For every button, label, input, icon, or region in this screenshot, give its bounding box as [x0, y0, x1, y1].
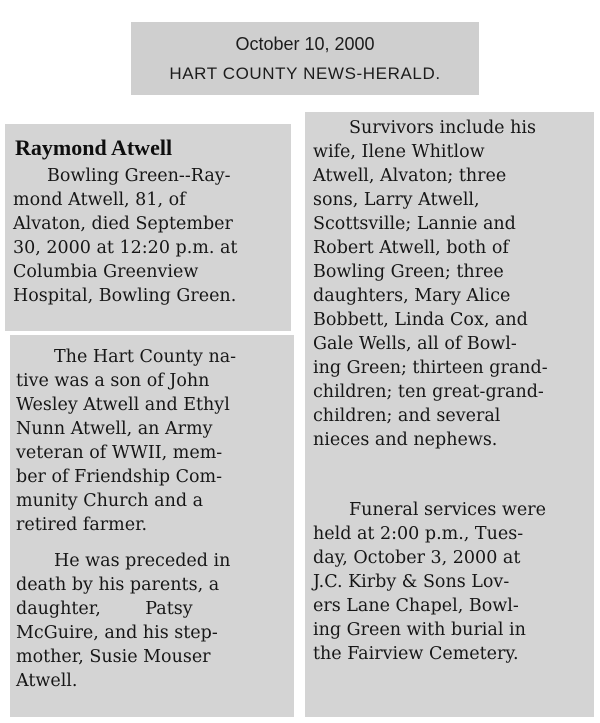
paragraph-5-line: day, October 3, 2000 at	[313, 548, 521, 568]
paragraph-5-line: ers Lane Chapel, Bowl-	[313, 596, 519, 616]
paragraph-4-line: Bobbett, Linda Cox, and	[313, 310, 528, 330]
paragraph-5-line: ing Green with burial in	[313, 620, 526, 640]
newspaper-header	[131, 22, 479, 95]
paragraph-4-line: sons, Larry Atwell,	[313, 190, 480, 210]
paragraph-2-line: retired farmer.	[16, 515, 148, 535]
paragraph-2-line: ber of Friendship Com-	[16, 467, 223, 487]
paragraph-4-line: children; and several	[313, 406, 501, 426]
paragraph-4-line: nieces and nephews.	[313, 430, 498, 450]
paragraph-4-line: Scottsville; Lannie and	[313, 214, 516, 234]
publication-date: October 10, 2000	[235, 34, 375, 54]
paragraph-2-line: The Hart County na-	[54, 347, 237, 367]
clipping-survivors-section	[305, 112, 594, 717]
paragraph-4-line: Bowling Green; three	[313, 262, 504, 282]
obituary-name: Raymond Atwell	[15, 135, 173, 160]
paragraph-5-line: held at 2:00 p.m., Tues-	[313, 524, 524, 544]
clipping-title-section	[5, 124, 291, 331]
paragraph-2-line: Nunn Atwell, an Army	[16, 419, 213, 439]
paragraph-5-line: the Fairview Cemetery.	[313, 644, 519, 664]
clipping-family-section	[10, 335, 294, 717]
paragraph-5-line: Funeral services were	[349, 500, 546, 520]
paragraph-2-line: tive was a son of John	[16, 371, 210, 391]
paragraph-1-line: Bowling Green--Ray-	[47, 166, 231, 186]
paragraph-4-line: ing Green; thirteen grand-	[313, 358, 548, 378]
paragraph-1-line: 30, 2000 at 12:20 p.m. at	[13, 238, 238, 258]
paragraph-3-line: Atwell.	[16, 671, 78, 691]
paragraph-4-line: Gale Wells, all of Bowl-	[313, 334, 517, 354]
paragraph-4-line: Survivors include his	[349, 118, 536, 138]
paragraph-4-line: Robert Atwell, both of	[313, 238, 509, 258]
paragraph-3-line: mother, Susie Mouser	[16, 647, 211, 667]
paragraph-2-line: Wesley Atwell and Ethyl	[16, 395, 230, 415]
paragraph-1-line: mond Atwell, 81, of	[13, 190, 186, 210]
paragraph-1-line: Alvaton, died September	[13, 214, 233, 234]
paragraph-3-line: death by his parents, a	[16, 575, 220, 595]
paragraph-4-line: daughters, Mary Alice	[313, 286, 511, 306]
newspaper-name: HART COUNTY NEWS-HERALD.	[169, 64, 441, 83]
paragraph-4-line: children; ten great-grand-	[313, 382, 544, 402]
paragraph-4-line: wife, Ilene Whitlow	[313, 142, 485, 162]
paragraph-2-line: veteran of WWII, mem-	[16, 443, 223, 463]
paragraph-3-line: daughter, Patsy	[16, 599, 193, 619]
paragraph-4-line: Atwell, Alvaton; three	[313, 166, 507, 186]
paragraph-5-line: J.C. Kirby & Sons Lov-	[313, 572, 510, 592]
paragraph-3-line: McGuire, and his step-	[16, 623, 218, 643]
paragraph-1-line: Hospital, Bowling Green.	[13, 286, 237, 306]
paragraph-3-line: He was preceded in	[54, 551, 231, 571]
paragraph-1-line: Columbia Greenview	[13, 262, 199, 282]
paragraph-2-line: munity Church and a	[16, 491, 204, 511]
